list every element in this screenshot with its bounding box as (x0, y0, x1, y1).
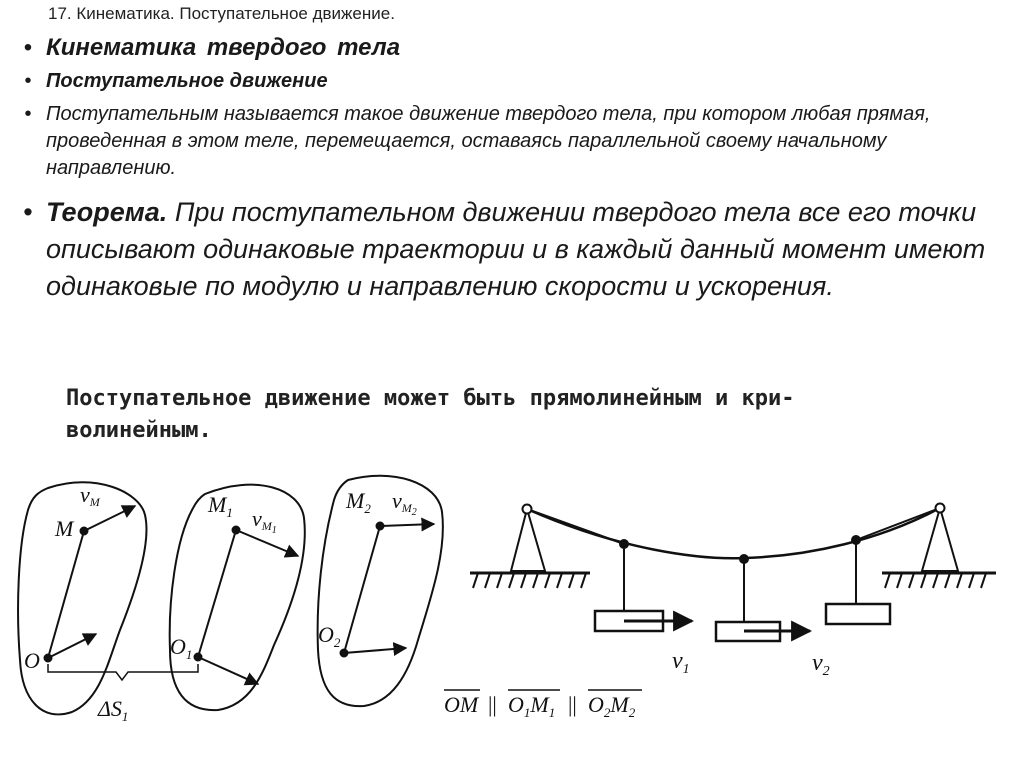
body-outline (170, 485, 305, 710)
label-o1: $O_1$ (170, 634, 193, 662)
label-v1: $v_1$ (672, 648, 690, 677)
formula-o2m2: $O_2M_2$ (588, 692, 636, 720)
link (527, 509, 624, 544)
bullet-text (46, 194, 1010, 305)
label-m: M (55, 516, 74, 541)
velocity-arrow-m (84, 506, 135, 531)
label-m2: $M_2$ (346, 488, 371, 516)
label-delta-s: $\Delta S_1$ (98, 696, 129, 724)
body-outline (18, 482, 146, 714)
ground-hatch (473, 573, 586, 588)
curved-bar (527, 508, 940, 558)
scanned-caption-line: волинейным. (66, 418, 212, 443)
theorem-body: При поступательном движении твердого тела все его точки описывают одинаковые траектории и в каждый данный момент имеют одинаковые по модулю и направлению скорости и ускорения. (46, 197, 986, 301)
theorem-lead: Теорема. (46, 197, 168, 227)
velocity-arrow-m1 (236, 530, 298, 556)
bullet-list (10, 30, 1010, 305)
link (856, 508, 940, 540)
right-support (922, 508, 958, 571)
point-o (45, 655, 52, 662)
formula-separator: || (488, 692, 497, 717)
hinge-point (936, 504, 945, 513)
point-m (81, 528, 88, 535)
point-m1 (233, 527, 240, 534)
hinge-point (523, 505, 532, 514)
segment-om (48, 531, 84, 658)
bullet-rigid-body-kinematics (10, 34, 1010, 62)
formula-separator: || (568, 692, 577, 717)
label-o: O (24, 648, 40, 673)
segment-o1m1 (198, 530, 236, 657)
curvilinear-translation-figure (470, 504, 996, 642)
slider-block (826, 604, 890, 624)
point-o2 (341, 650, 348, 657)
segment-o2m2 (344, 526, 380, 653)
ground-hatch (885, 573, 986, 588)
scanned-caption (66, 383, 1006, 447)
bullet-theorem (10, 194, 1010, 305)
slide-title: 17. Кинематика. Поступательное движение. (48, 4, 395, 23)
bullet-dot: • (23, 34, 33, 61)
bullet-translational-motion (10, 70, 1010, 93)
label-v-m2: vM2 (392, 488, 417, 518)
bullet-dot: • (24, 70, 32, 92)
label-v-m1: vM1 (252, 506, 277, 536)
bullet-definition (10, 101, 1010, 182)
bullet-text: Поступательное движение (46, 70, 328, 92)
joint-point (852, 536, 860, 544)
joint-point (620, 540, 628, 548)
right-figure-labels (672, 648, 830, 679)
label-o2: $O_2$ (318, 622, 341, 650)
joint-point (740, 555, 748, 563)
scanned-caption-line: Поступательное движение может быть прямолинейным и кри- (66, 386, 795, 411)
point-o1 (195, 654, 202, 661)
label-v2: $v_2$ (812, 650, 830, 679)
bullet-text: Поступательным называется такое движение твердого тела, при котором любая прямая, проведенная в этом теле, перемещается, оставаясь параллельной своему начальному направлению. (46, 103, 931, 179)
label-v-m: vM (80, 482, 100, 509)
formula-o1m1: $O_1M_1$ (508, 692, 556, 720)
bullet-dot: • (24, 103, 32, 125)
body-outline (318, 476, 443, 706)
parallel-formula (444, 692, 636, 720)
bullet-dot: • (23, 197, 33, 227)
velocity-arrow-o1 (198, 657, 258, 684)
figures (0, 470, 1024, 767)
velocity-arrow-m2 (380, 524, 434, 526)
velocity-arrow-o2 (344, 648, 406, 653)
point-m2 (377, 523, 384, 530)
label-m1: $M_1$ (208, 492, 233, 520)
left-support (511, 509, 545, 571)
formula-om: OM (444, 692, 479, 717)
bullet-text: Кинематика твердого тела (46, 34, 401, 61)
displacement-bracket (48, 664, 198, 680)
velocity-arrow-o (48, 634, 96, 658)
